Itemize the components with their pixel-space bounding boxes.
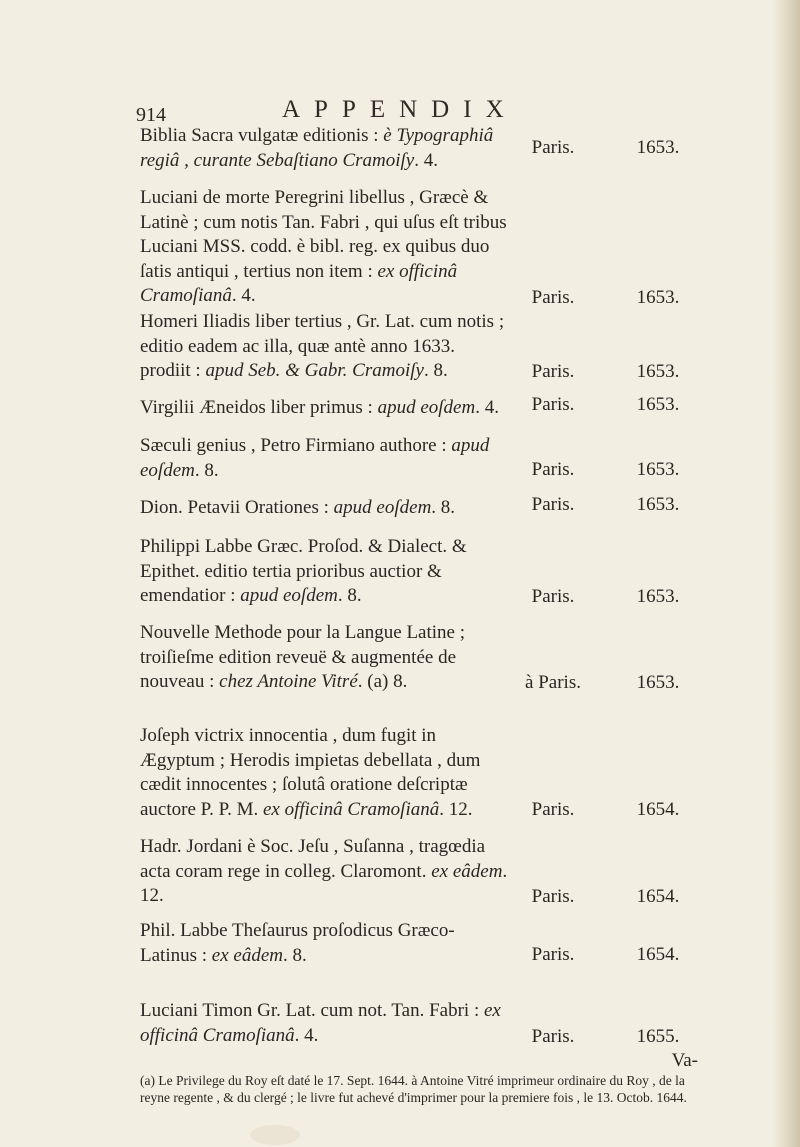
entry-text: [140, 496, 510, 521]
entry-title: Dion. Petavii Orationes :: [140, 497, 334, 518]
entry-year: 1653.: [636, 394, 680, 415]
entry-title: Joſeph victrix innocentia , dum fugit in Ægyptum ; Herodis impietas debellata , dum cædit innocentes ; ſolutâ oratione deſcriptæ auctore P. P. M.: [140, 725, 481, 820]
entry-imprint: ex eâdem: [211, 944, 283, 966]
entry-format: . 8.: [431, 497, 456, 518]
entry-text: [140, 621, 510, 695]
entry-year: 1654.: [636, 944, 680, 965]
entry-imprint: ex officinâ Cramoſianâ: [140, 1000, 501, 1046]
entry-imprint: apud eoſdem: [240, 585, 338, 606]
entry-year: 1653.: [636, 287, 680, 308]
entry-text: [140, 724, 510, 822]
entry-text: [140, 535, 510, 609]
entry-text: [140, 124, 510, 173]
entry-year: 1653.: [636, 459, 680, 480]
entry-text: [140, 835, 510, 909]
entry-place: Paris.: [531, 459, 575, 480]
entry-imprint: è Typographiâ regiâ , curante Sebaſtiano Cramoiſy: [140, 125, 494, 171]
entry-place: Paris.: [531, 361, 575, 382]
entry-place: Paris.: [531, 1026, 575, 1047]
entry-format: . 4.: [475, 397, 499, 418]
entry-title: Luciani Timon Gr. Lat. cum not. Tan. Fabri :: [140, 1000, 484, 1021]
entry-place: Paris.: [531, 586, 575, 607]
entry-title: Philippi Labbe Græc. Proſod. & Dialect. & Epithet. editio tertia prioribus auctior & emendatior :: [140, 536, 467, 606]
paper-stain: [250, 1125, 300, 1145]
entry-text: [140, 396, 510, 421]
entry-format: . 8.: [337, 585, 362, 606]
catchword: Va-: [671, 1050, 698, 1071]
entry-year: 1653.: [636, 361, 680, 382]
entry-place: Paris.: [531, 944, 575, 965]
entry-title: Virgilii Æneidos liber primus :: [140, 397, 378, 418]
entry-imprint: apud eoſdem: [333, 497, 432, 518]
entry-place: à Paris.: [525, 672, 581, 693]
entry-imprint: apud eoſdem: [140, 435, 490, 481]
entry-format: . 8.: [423, 360, 448, 381]
entry-imprint: ex eâdem: [431, 860, 503, 882]
entry-format: . 12.: [140, 860, 508, 906]
page-edge-shadow: [772, 0, 800, 1147]
entry-year: 1655.: [636, 1026, 680, 1047]
entry-text: [140, 919, 510, 968]
entry-imprint: ex officinâ Cramoſianâ: [140, 260, 458, 306]
entry-place: Paris.: [531, 886, 575, 907]
entry-year: 1653.: [636, 137, 680, 158]
entry-imprint: ex officinâ Cramoſianâ: [262, 798, 440, 820]
entry-text: [140, 434, 510, 483]
entry-year: 1653.: [636, 586, 680, 607]
entry-imprint: apud Seb. & Gabr. Cramoiſy: [205, 360, 424, 381]
entry-title: Nouvelle Methode pour la Langue Latine ; troiſieſme edition reveuë & augmentée de nouveau :: [140, 622, 466, 692]
entry-imprint: chez Antoine Vitré: [219, 671, 358, 692]
entry-title: Homeri Iliadis liber tertius , Gr. Lat. cum notis ; editio eadem ac illa, quæ antè anno 1633. prodiit :: [140, 311, 505, 381]
entry-title: Luciani de morte Peregrini libellus , Græcè & Latinè ; cum notis Tan. Fabri , qui uſus eſt tribus Luciani MSS. codd. è bibl. reg. ex quibus duo ſatis antiqui , tertius non item :: [140, 187, 507, 282]
entry-text: [140, 310, 510, 384]
entry-format: . 8.: [283, 944, 307, 966]
entry-year: 1654.: [636, 886, 680, 907]
footnote: (a) Le Privilege du Roy eſt daté le 17. Sept. 1644. à Antoine Vitré imprimeur ordinaire du Roy , de la reyne regente , & du clergé ; le livre fut achevé d'imprimer pour la premiere fois , le 13. Octob. 1644.: [140, 1073, 687, 1105]
entry-format: . 12.: [439, 798, 473, 820]
entry-format: . 8.: [194, 459, 219, 481]
entry-title: Sæculi genius , Petro Firmiano authore :: [140, 435, 452, 456]
entry-title: Hadr. Jordani è Soc. Jeſu , Suſanna , tragœdia acta coram rege in colleg. Claromont.: [140, 836, 486, 882]
entry-format: . 4.: [294, 1024, 319, 1046]
entry-year: 1653.: [636, 494, 680, 515]
running-title: APPENDIX: [282, 96, 518, 123]
entry-year: 1653.: [636, 672, 680, 693]
entry-format: . 4.: [414, 149, 438, 171]
entry-format: . 4.: [231, 285, 256, 306]
entry-place: Paris.: [531, 799, 575, 820]
entry-place: Paris.: [531, 137, 575, 158]
entry-imprint: apud eoſdem: [377, 397, 476, 418]
entry-place: Paris.: [531, 494, 575, 515]
entry-text: [140, 999, 510, 1048]
page-number: 914: [136, 104, 166, 126]
entry-place: Paris.: [531, 287, 575, 308]
entry-text: [140, 186, 510, 309]
entry-place: Paris.: [531, 394, 575, 415]
entry-title: Phil. Labbe Theſaurus proſodicus Græco-Latinus :: [140, 920, 455, 966]
entry-title: Biblia Sacra vulgatæ editionis :: [140, 125, 384, 146]
entry-format: . (a) 8.: [357, 671, 408, 692]
entry-year: 1654.: [636, 799, 680, 820]
